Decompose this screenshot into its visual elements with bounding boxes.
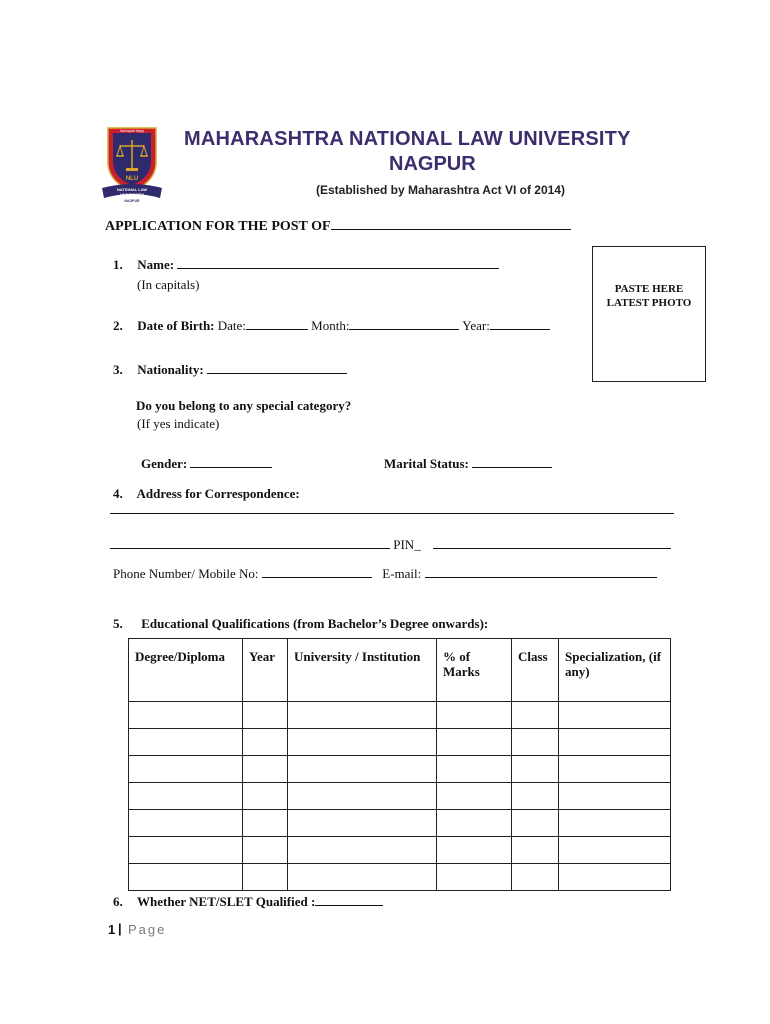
table-row (129, 864, 671, 891)
table-cell[interactable] (243, 729, 288, 756)
col-university: University / Institution (288, 639, 437, 702)
dob-month-label: Month: (311, 318, 350, 333)
table-cell[interactable] (129, 756, 243, 783)
name-hint: (In capitals) (137, 277, 200, 292)
email-field[interactable] (425, 564, 657, 578)
table-cell[interactable] (437, 810, 512, 837)
name-label: Name: (137, 257, 175, 272)
dob-year-field[interactable] (490, 316, 550, 330)
table-cell[interactable] (437, 837, 512, 864)
table-header-row (129, 639, 671, 702)
pin-field[interactable] (433, 535, 671, 549)
nationality-label: Nationality: (137, 362, 204, 377)
table-cell[interactable] (559, 702, 671, 729)
table-cell[interactable] (437, 864, 512, 891)
gender-label: Gender: (141, 456, 188, 471)
table-cell[interactable] (243, 810, 288, 837)
table-row (129, 837, 671, 864)
col-class: Class (512, 639, 559, 702)
established-note: (Established by Maharashtra Act VI of 2014) (316, 183, 565, 197)
table-cell[interactable] (129, 783, 243, 810)
table-cell[interactable] (243, 837, 288, 864)
photo-box (592, 246, 706, 382)
dob-year-label: Year: (462, 318, 490, 333)
address-pin-row (110, 535, 671, 553)
university-city: NAGPUR (389, 153, 476, 175)
table-cell[interactable] (288, 783, 437, 810)
photo-label: PASTE HERE LATEST PHOTO (606, 283, 692, 309)
email-label: E-mail: (382, 566, 422, 581)
table-cell[interactable] (129, 729, 243, 756)
marital-field[interactable] (472, 454, 552, 468)
contact-row (113, 564, 657, 582)
dob-row (113, 316, 550, 334)
net-slet-number: 6. (113, 894, 123, 909)
table-row (129, 783, 671, 810)
table-cell[interactable] (512, 702, 559, 729)
logo-ribbon-line-3: NAGPUR (124, 199, 140, 203)
special-category-hint: (If yes indicate) (137, 416, 220, 431)
table-cell[interactable] (288, 729, 437, 756)
table-cell[interactable] (288, 702, 437, 729)
table-cell[interactable] (512, 783, 559, 810)
nationality-number: 3. (113, 362, 123, 377)
special-category-label: Do you belong to any special category? (136, 398, 352, 413)
table-cell[interactable] (288, 810, 437, 837)
table-cell[interactable] (559, 864, 671, 891)
education-label: Educational Qualifications (from Bachelor’s Degree onwards): (141, 616, 489, 631)
table-cell[interactable] (129, 837, 243, 864)
phone-label: Phone Number/ Mobile No: (113, 566, 259, 581)
col-marks: % of Marks (437, 639, 512, 702)
table-cell[interactable] (559, 729, 671, 756)
university-logo (100, 122, 164, 204)
address-number: 4. (113, 486, 123, 501)
table-row (129, 810, 671, 837)
table-cell[interactable] (243, 864, 288, 891)
table-cell[interactable] (437, 756, 512, 783)
net-slet-field[interactable] (315, 892, 383, 906)
table-cell[interactable] (288, 837, 437, 864)
table-cell[interactable] (512, 837, 559, 864)
table-cell[interactable] (243, 702, 288, 729)
page-number: 1 (108, 922, 116, 937)
logo-monogram: NLU (125, 176, 139, 182)
name-number: 1. (113, 257, 123, 272)
nationality-field[interactable] (207, 360, 347, 374)
address-row (113, 486, 300, 502)
table-cell[interactable] (512, 864, 559, 891)
qualifications-table (128, 638, 671, 891)
phone-field[interactable] (262, 564, 372, 578)
dob-date-label: Date: (217, 318, 246, 333)
table-cell[interactable] (512, 810, 559, 837)
table-cell[interactable] (288, 756, 437, 783)
table-cell[interactable] (288, 864, 437, 891)
gender-row (141, 454, 272, 472)
col-specialization: Specialization, (if any) (559, 639, 671, 702)
table-cell[interactable] (437, 729, 512, 756)
table-row (129, 756, 671, 783)
table-row (129, 729, 671, 756)
net-slet-row (113, 892, 383, 910)
post-field[interactable] (331, 216, 571, 230)
table-cell[interactable] (559, 756, 671, 783)
table-cell[interactable] (129, 810, 243, 837)
address-label: Address for Correspondence: (136, 486, 300, 501)
table-cell[interactable] (512, 756, 559, 783)
post-row (105, 216, 571, 235)
marital-label: Marital Status: (384, 456, 469, 471)
logo-ribbon-line-1: NATIONAL LAW (116, 187, 148, 192)
education-row (113, 616, 488, 632)
dob-number: 2. (113, 318, 123, 333)
table-row (129, 702, 671, 729)
col-degree: Degree/Diploma (129, 639, 243, 702)
education-number: 5. (113, 616, 123, 631)
page-label: Page (128, 922, 167, 937)
table-cell[interactable] (243, 783, 288, 810)
post-label: APPLICATION FOR THE POST OF (105, 219, 331, 234)
table-cell[interactable] (129, 864, 243, 891)
table-cell[interactable] (559, 783, 671, 810)
logo-motto: Sarvopari Nyay (120, 129, 144, 133)
dob-date-field[interactable] (246, 316, 308, 330)
gender-field[interactable] (190, 454, 272, 468)
name-field[interactable] (177, 255, 499, 269)
nationality-row (113, 360, 347, 378)
table-cell[interactable] (559, 810, 671, 837)
address-line-2[interactable] (110, 535, 390, 549)
table-cell[interactable] (243, 756, 288, 783)
table-cell[interactable] (437, 702, 512, 729)
pin-label: PIN_ (393, 537, 421, 552)
dob-month-field[interactable] (349, 316, 459, 330)
table-cell[interactable] (129, 702, 243, 729)
address-line-1[interactable] (110, 513, 674, 514)
page-separator: | (118, 921, 122, 936)
net-slet-label: Whether NET/SLET Qualified : (137, 894, 316, 909)
table-cell[interactable] (512, 729, 559, 756)
name-row (113, 255, 499, 273)
table-cell[interactable] (437, 783, 512, 810)
table-cell[interactable] (559, 837, 671, 864)
dob-label: Date of Birth: (137, 318, 215, 333)
col-year: Year (243, 639, 288, 702)
university-name: MAHARASHTRA NATIONAL LAW UNIVERSITY (184, 128, 631, 150)
logo-ribbon-line-2: UNIVERSITY (119, 192, 145, 197)
marital-row (384, 454, 552, 472)
